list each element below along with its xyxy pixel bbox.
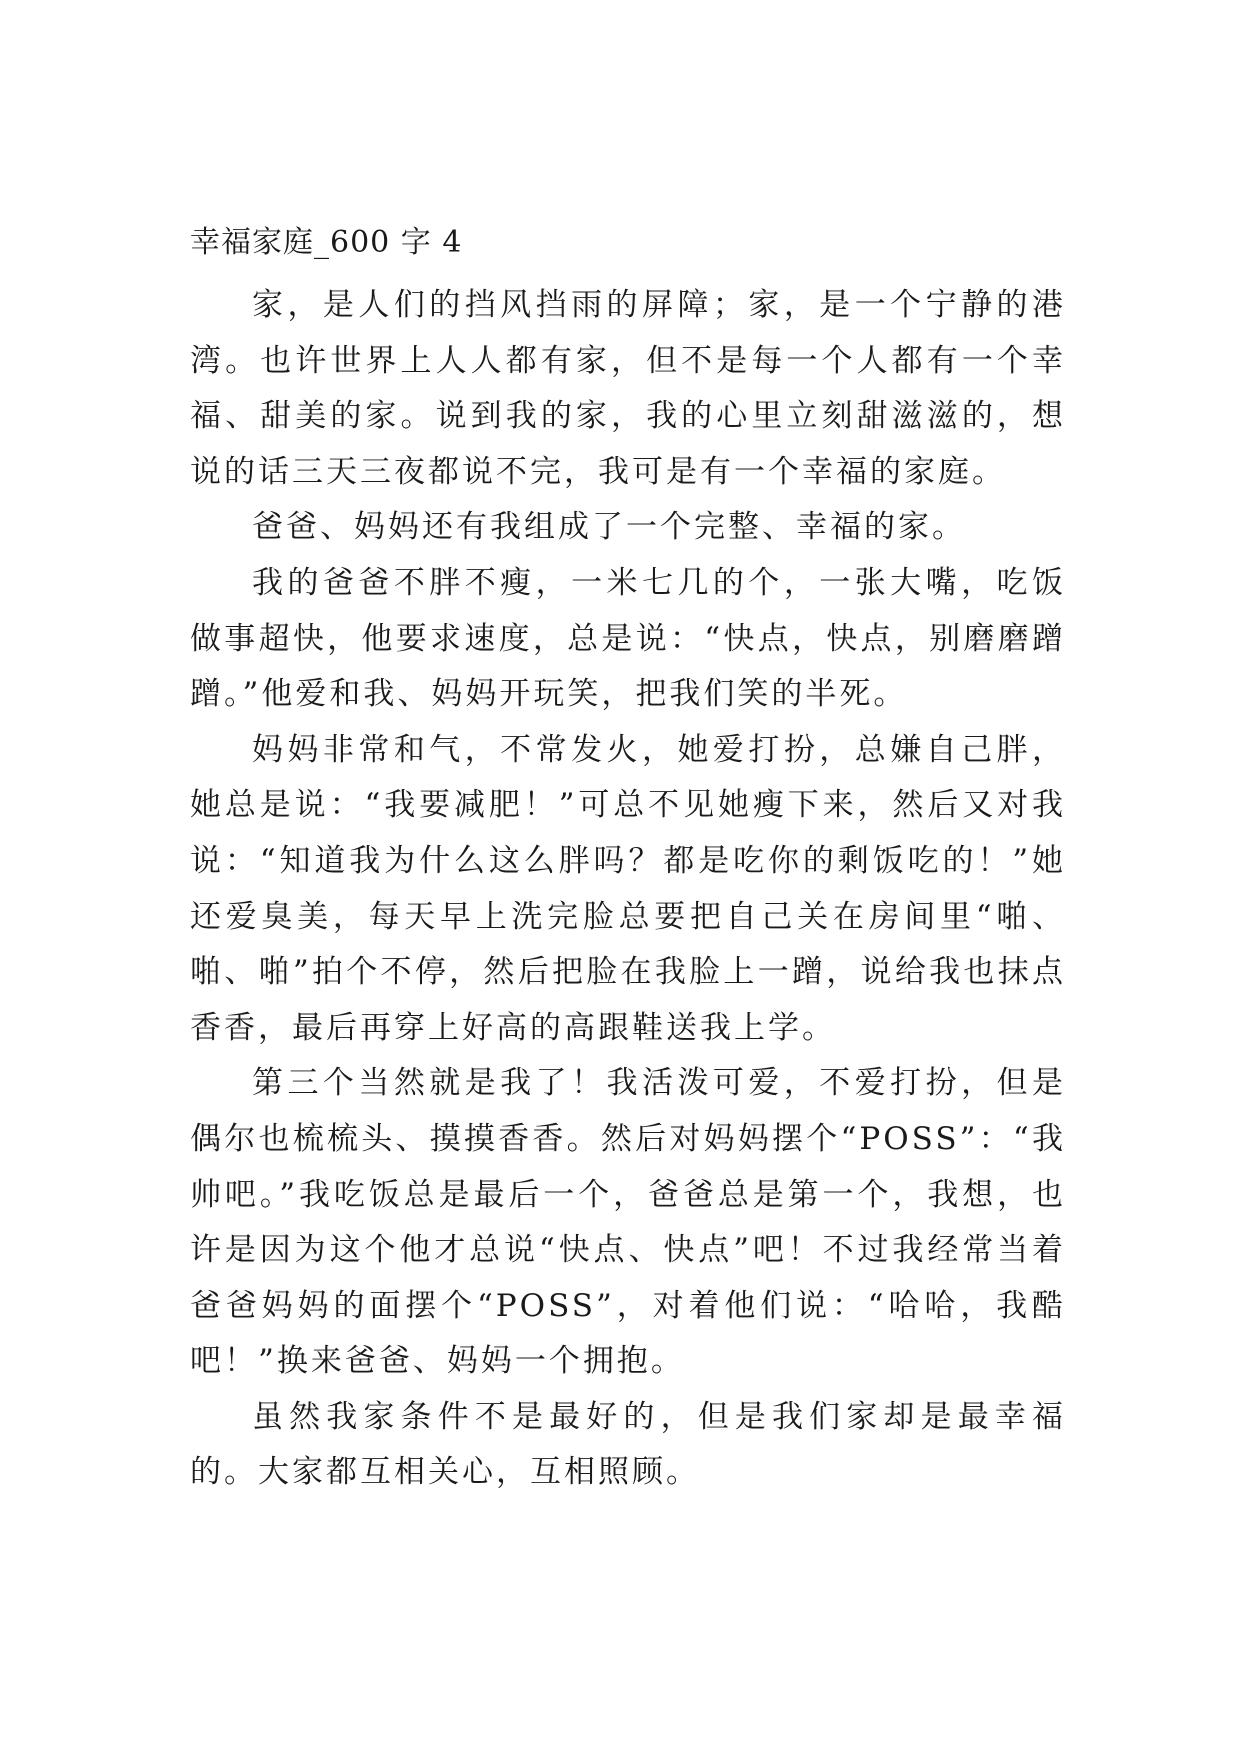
- document-page: [190, 222, 1066, 1501]
- document-title: 幸福家庭_600 字 4: [190, 225, 463, 260]
- paragraph-4: 妈妈非常和气，不常发火，她爱打扮，总嫌自己胖，她总是说：“我要减肥！”可总不见她瘦下来，然后又对我说：“知道我为什么这么胖吗？都是吃你的剩饭吃的！”她还爱臭美，每天早上洗完脸总要把自己关在房间里“啪、啪、啪”拍个不停，然后把脸在我脸上一蹭，说给我也抹点香香，最后再穿上好高的高跟鞋送我上学。: [190, 731, 1066, 1046]
- paragraph-6: 虽然我家条件不是最好的，但是我们家却是最幸福的。大家都互相关心，互相照顾。: [190, 1398, 1066, 1491]
- paragraph-1: 家，是人们的挡风挡雨的屏障；家，是一个宁静的港湾。也许世界上人人都有家，但不是每一个人都有一个幸福、甜美的家。说到我的家，我的心里立刻甜滋滋的，想说的话三天三夜都说不完，我可是有一个幸福的家庭。: [190, 287, 1066, 490]
- paragraph-3: 我的爸爸不胖不瘦，一米七几的个，一张大嘴，吃饭做事超快，他要求速度，总是说：“快点，快点，别磨磨蹭蹭。”他爱和我、妈妈开玩笑，把我们笑的半死。: [190, 564, 1066, 713]
- paragraph-2: 爸爸、妈妈还有我组成了一个完整、幸福的家。: [252, 509, 966, 546]
- paragraph-5: 第三个当然就是我了！我活泼可爱，不爱打扮，但是偶尔也梳梳头、摸摸香香。然后对妈妈摆个“POSS”：“我帅吧。”我吃饭总是最后一个，爸爸总是第一个，我想，也许是因为这个他才总说“快点、快点”吧！不过我经常当着爸爸妈妈的面摆个“POSS”，对着他们说：“哈哈，我酷吧！”换来爸爸、妈妈一个拥抱。: [190, 1065, 1066, 1380]
